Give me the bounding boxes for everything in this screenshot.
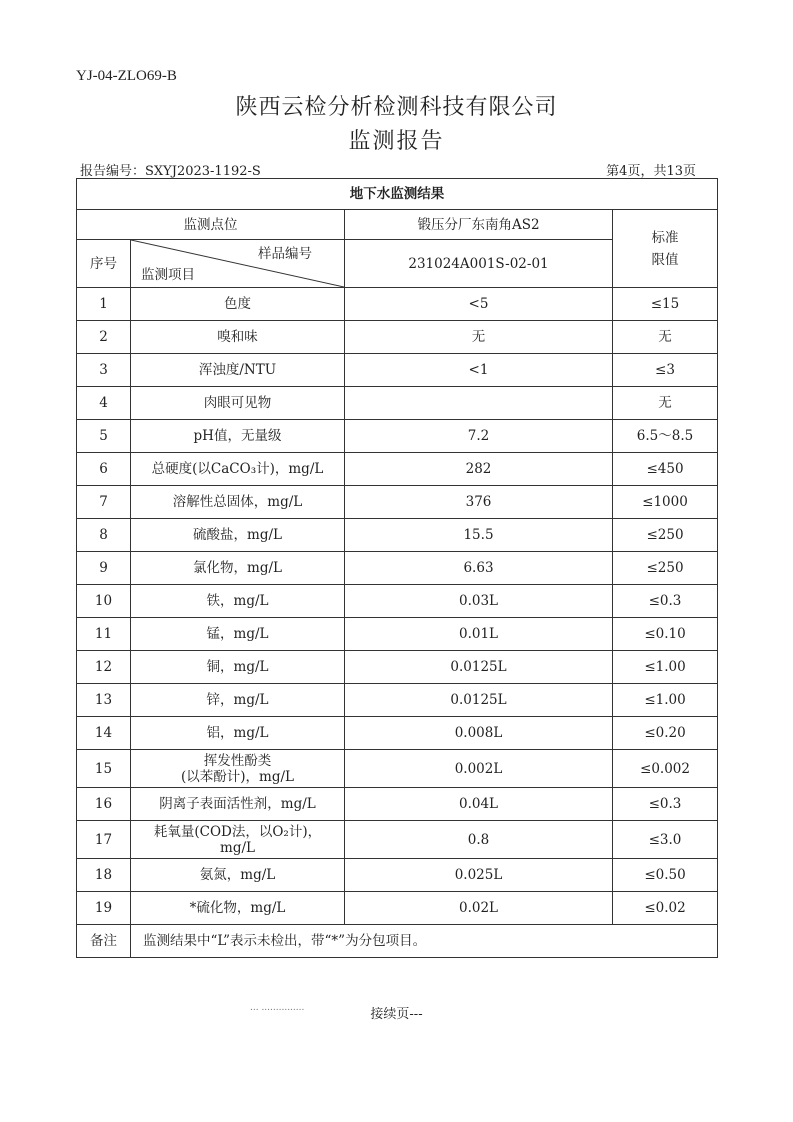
row-number: 7	[77, 486, 131, 519]
monitoring-item	[131, 387, 345, 420]
monitoring-item-text-line2: (以苯酚计)，mg/L	[181, 768, 294, 785]
result-value: 0.0125L	[345, 651, 613, 684]
result-value: <1	[345, 354, 613, 387]
table-row	[77, 321, 718, 354]
monitoring-item-text: 溶解性总固体，mg/L	[172, 494, 303, 510]
remarks-label: 备注	[77, 925, 131, 958]
monitoring-item-text: 挥发性酚类	[203, 752, 272, 769]
standard-limit-value: ≤0.20	[613, 717, 718, 750]
monitoring-item	[131, 821, 345, 859]
monitoring-item	[131, 750, 345, 788]
page-indicator: 第4页，共13页	[606, 164, 696, 179]
monitoring-item	[131, 354, 345, 387]
result-value	[345, 387, 613, 420]
row-number: 4	[77, 387, 131, 420]
monitoring-item	[131, 859, 345, 892]
monitoring-item-text: 嗅和味	[217, 329, 258, 345]
footer-dots: ... ...............	[250, 1003, 305, 1013]
remarks-row	[77, 925, 718, 958]
monitoring-item	[131, 788, 345, 821]
table-row	[77, 750, 718, 788]
monitoring-item	[131, 321, 345, 354]
result-value: 0.8	[345, 821, 613, 859]
row-number: 3	[77, 354, 131, 387]
monitoring-item-text: 耗氧量(COD法，以O₂计)，	[153, 823, 322, 840]
monitoring-item	[131, 519, 345, 552]
monitoring-item-text: 氨氮，mg/L	[199, 867, 276, 883]
remarks-text: 监测结果中“L”表示未检出，带“*”为分包项目。	[131, 925, 718, 958]
monitoring-item-text-line2: mg/L	[220, 839, 255, 856]
row-number: 16	[77, 788, 131, 821]
monitoring-item-text: 硫酸盐，mg/L	[193, 527, 282, 543]
monitoring-item	[131, 552, 345, 585]
table-row	[77, 821, 718, 859]
monitoring-item	[131, 651, 345, 684]
monitoring-item	[131, 420, 345, 453]
continue-page-text: 接续页---	[370, 1007, 423, 1022]
table-row	[77, 892, 718, 925]
document-code: YJ-04-ZLO69-B	[76, 68, 177, 84]
standard-limit-value: ≤250	[613, 552, 718, 585]
table-row	[77, 585, 718, 618]
report-title: 监测报告	[348, 129, 445, 154]
row-number: 14	[77, 717, 131, 750]
monitoring-item-text: *硫化物，mg/L	[189, 900, 286, 916]
table-row	[77, 651, 718, 684]
standard-limit-value: ≤0.02	[613, 892, 718, 925]
monitoring-item-text: 肉眼可见物	[203, 395, 272, 411]
table-row	[77, 387, 718, 420]
row-number: 2	[77, 321, 131, 354]
result-value: <5	[345, 288, 613, 321]
sample-number-label: 样品编号	[258, 246, 312, 262]
monitoring-item-text: 浑浊度/NTU	[198, 362, 277, 378]
table-row	[77, 420, 718, 453]
report-number: 报告编号：SXYJ2023-1192-S	[80, 164, 261, 179]
seq-header: 序号	[77, 240, 131, 288]
table-row	[77, 717, 718, 750]
standard-limit-value: ≤250	[613, 519, 718, 552]
result-value: 15.5	[345, 519, 613, 552]
standard-limit-value: ≤1000	[613, 486, 718, 519]
monitoring-item	[131, 618, 345, 651]
monitoring-item-text: 总硬度(以CaCO₃计)，mg/L	[151, 461, 324, 477]
monitoring-item	[131, 585, 345, 618]
standard-limit-value: ≤3.0	[613, 821, 718, 859]
diagonal-header-cell	[131, 240, 345, 288]
standard-limit-value: ≤0.002	[613, 750, 718, 788]
result-value: 282	[345, 453, 613, 486]
standard-limit-value: ≤0.3	[613, 585, 718, 618]
row-number: 1	[77, 288, 131, 321]
table-row	[77, 552, 718, 585]
monitoring-item-text: 锰，mg/L	[206, 626, 269, 642]
monitoring-item	[131, 892, 345, 925]
monitoring-item	[131, 288, 345, 321]
result-value: 无	[345, 321, 613, 354]
monitoring-item	[131, 486, 345, 519]
result-value: 0.025L	[345, 859, 613, 892]
row-number: 10	[77, 585, 131, 618]
row-number: 5	[77, 420, 131, 453]
table-row	[77, 788, 718, 821]
table-row	[77, 519, 718, 552]
monitoring-item-text: 锌，mg/L	[206, 692, 269, 708]
monitoring-item-text: 氯化物，mg/L	[193, 560, 282, 576]
monitoring-item	[131, 684, 345, 717]
table-row	[77, 354, 718, 387]
row-number: 18	[77, 859, 131, 892]
result-value: 0.002L	[345, 750, 613, 788]
table-row	[77, 486, 718, 519]
standard-limit-value: 无	[613, 387, 718, 420]
table-row	[77, 288, 718, 321]
standard-limit-value: ≤450	[613, 453, 718, 486]
monitoring-item-text: 铜，mg/L	[206, 659, 269, 675]
result-value: 0.01L	[345, 618, 613, 651]
results-table	[76, 178, 718, 958]
standard-limit-value: ≤3	[613, 354, 718, 387]
table-row	[77, 453, 718, 486]
result-value: 0.03L	[345, 585, 613, 618]
report-meta	[80, 160, 696, 179]
monitoring-item-text: pH值，无量级	[193, 428, 282, 444]
result-value: 376	[345, 486, 613, 519]
result-value: 0.04L	[345, 788, 613, 821]
table-row	[77, 684, 718, 717]
row-number: 12	[77, 651, 131, 684]
monitoring-item-label: 监测项目	[141, 267, 195, 283]
row-number: 6	[77, 453, 131, 486]
section-title: 地下水监测结果	[77, 179, 718, 210]
standard-limit-value: ≤0.50	[613, 859, 718, 892]
standard-limit-value: ≤1.00	[613, 684, 718, 717]
table-row	[77, 618, 718, 651]
standard-limit-value: ≤15	[613, 288, 718, 321]
table-row	[77, 859, 718, 892]
table-section-title-row	[77, 179, 718, 210]
monitoring-item	[131, 453, 345, 486]
monitoring-item-text: 阴离子表面活性剂，mg/L	[159, 796, 316, 812]
sample-number-value: 231024A001S-02-01	[345, 240, 613, 288]
standard-limit-value: 无	[613, 321, 718, 354]
row-number: 15	[77, 750, 131, 788]
monitoring-point-label: 监测点位	[77, 210, 345, 240]
monitoring-item-text: 色度	[224, 296, 251, 312]
result-value: 6.63	[345, 552, 613, 585]
monitoring-point-value: 锻压分厂东南角AS2	[345, 210, 613, 240]
row-number: 19	[77, 892, 131, 925]
monitoring-item-text: 铁，mg/L	[206, 593, 269, 609]
monitoring-item	[131, 717, 345, 750]
standard-limit-value: 6.5～8.5	[613, 420, 718, 453]
standard-limit-label: 标准限值	[651, 229, 679, 268]
company-name: 陕西云检分析检测科技有限公司	[235, 95, 558, 120]
monitoring-point-row	[77, 210, 718, 240]
row-number: 11	[77, 618, 131, 651]
standard-limit-value: ≤0.10	[613, 618, 718, 651]
standard-limit-value: ≤1.00	[613, 651, 718, 684]
standard-limit-header	[613, 210, 718, 288]
row-number: 13	[77, 684, 131, 717]
result-value: 0.008L	[345, 717, 613, 750]
row-number: 8	[77, 519, 131, 552]
monitoring-item-text: 铝，mg/L	[206, 725, 269, 741]
standard-limit-value: ≤0.3	[613, 788, 718, 821]
result-value: 0.0125L	[345, 684, 613, 717]
result-value: 0.02L	[345, 892, 613, 925]
row-number: 9	[77, 552, 131, 585]
row-number: 17	[77, 821, 131, 859]
result-value: 7.2	[345, 420, 613, 453]
